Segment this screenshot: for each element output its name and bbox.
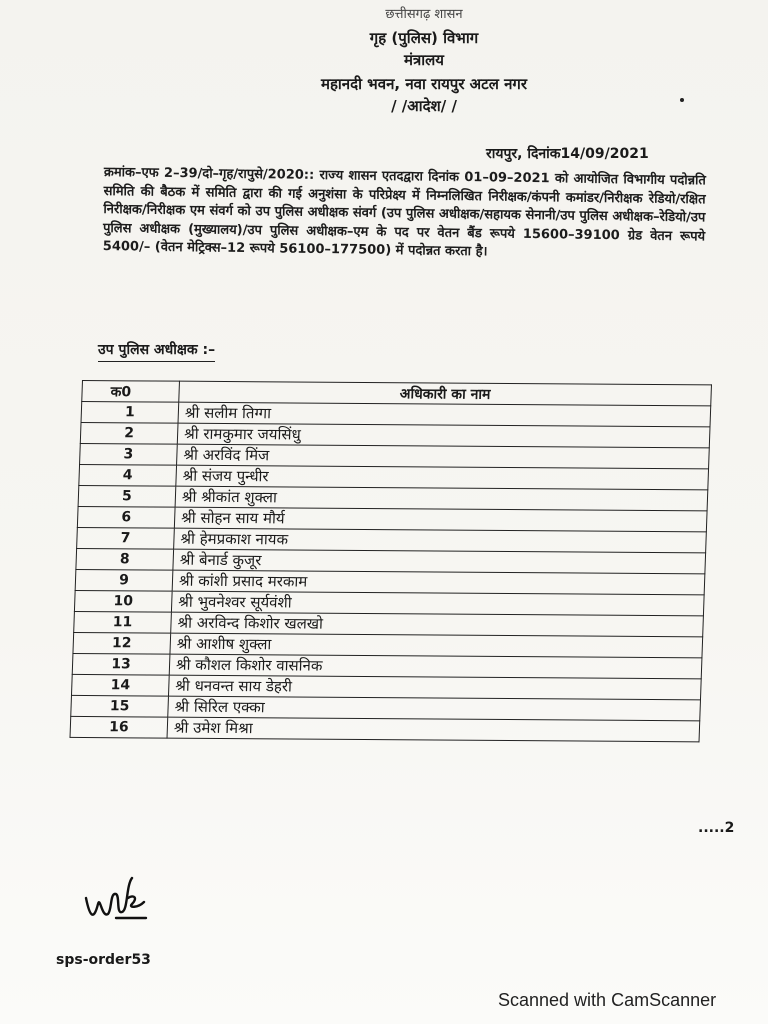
serial-number: 11: [74, 611, 172, 633]
column-header-name: अधिकारी का नाम: [179, 381, 712, 406]
address-heading: महानदी भवन, नवा रायपुर अटल नगर: [320, 75, 528, 93]
officer-name: श्री सिरिल एक्का: [168, 696, 701, 721]
serial-number: 16: [70, 716, 168, 738]
order-date: रायपुर, दिनांक14/09/2021: [486, 146, 649, 162]
officer-name: श्री बेनार्ड कुजूर: [173, 549, 706, 574]
camscanner-watermark: Scanned with CamScanner: [498, 990, 717, 1010]
table-row: [70, 716, 700, 741]
officer-name: श्री भुवनेश्वर सूर्यवंशी: [171, 591, 704, 616]
signature-icon: [82, 868, 162, 928]
officer-name: श्री धनवन्त साय डेहरी: [168, 675, 701, 700]
continued-marker: .....2: [698, 820, 735, 836]
department-heading: गृह (पुलिस) विभाग: [369, 29, 479, 47]
section-title: उप पुलिस अधीक्षक :–: [98, 340, 215, 362]
serial-number: 1: [81, 401, 179, 423]
serial-number: 12: [73, 632, 171, 654]
serial-number: 5: [78, 485, 176, 507]
serial-number: 2: [80, 422, 178, 444]
serial-number: 8: [76, 548, 174, 570]
officer-name: श्री अरविन्द किशोर खलखो: [171, 612, 704, 637]
serial-number: 10: [74, 590, 172, 612]
serial-number: 13: [72, 653, 170, 675]
officer-name: श्री आशीष शुक्ला: [170, 633, 703, 658]
officer-table: [70, 380, 712, 742]
officer-name: श्री कांशी प्रसाद मरकाम: [172, 570, 705, 595]
officer-name: श्री अरविंद मिंज: [177, 444, 710, 469]
serial-number: 4: [79, 464, 177, 486]
serial-number: 3: [80, 443, 178, 465]
serial-number: 6: [77, 506, 175, 528]
officer-name: श्री रामकुमार जयसिंधु: [177, 423, 710, 448]
column-header-serial: क0: [82, 381, 180, 403]
officer-name: श्री सोहन साय मौर्य: [174, 507, 707, 532]
officer-name: श्री संजय पुन्धीर: [176, 465, 709, 490]
officer-name: श्री कौशल किशोर वासनिक: [169, 654, 702, 679]
serial-number: 7: [77, 527, 175, 549]
serial-number: 9: [75, 569, 173, 591]
officer-name: श्री श्रीकांत शुक्ला: [175, 486, 708, 511]
serial-number: 14: [71, 674, 169, 696]
officer-name: श्री उमेश मिश्रा: [167, 717, 700, 742]
order-heading: / /आदेश/ /: [391, 97, 457, 115]
order-body: क्रमांक–एफ 2–39/दो–गृह/रापुसे/2020:: राज्य शासन एतदद्वारा दिनांक 01–09–2021 को आयोजित विभागीय पदोन्नति समिति की बैठक में समिति द्वारा की गई अनुशंसा के परिप्रेक्ष्य में निम्नलिखित निरीक्षक/कंपनी कमांडर/निरीक्षक रेडियो/रक्षित निरीक्षक/निरीक्षक एम संवर्ग को उप पुलिस अधीक्षक संवर्ग (उप पुलिस अधीक्षक/सहायक सेनानी/उप पुलिस अधीक्षक–रेडियो/उप पुलिस अधीक्षक (मुख्यालय)/उप पुलिस अधीक्षक–एम के पद पर वेतन बैंड रूपये 15600–39100 ग्रेड वेतन रूपये 5400/– (वेतन मेट्रिक्स–12 रूपये 56100–177500) में पदोन्नत करता है।: [102, 164, 706, 260]
speck: [680, 98, 684, 102]
officer-name: श्री हेमप्रकाश नायक: [174, 528, 707, 553]
serial-number: 15: [71, 695, 169, 717]
officer-name: श्री सलीम तिग्गा: [178, 402, 711, 427]
ministry-heading: मंत्रालय: [403, 51, 444, 69]
government-header: छत्तीसगढ़ शासन: [385, 7, 463, 22]
footer-code: sps-order53: [56, 952, 151, 968]
